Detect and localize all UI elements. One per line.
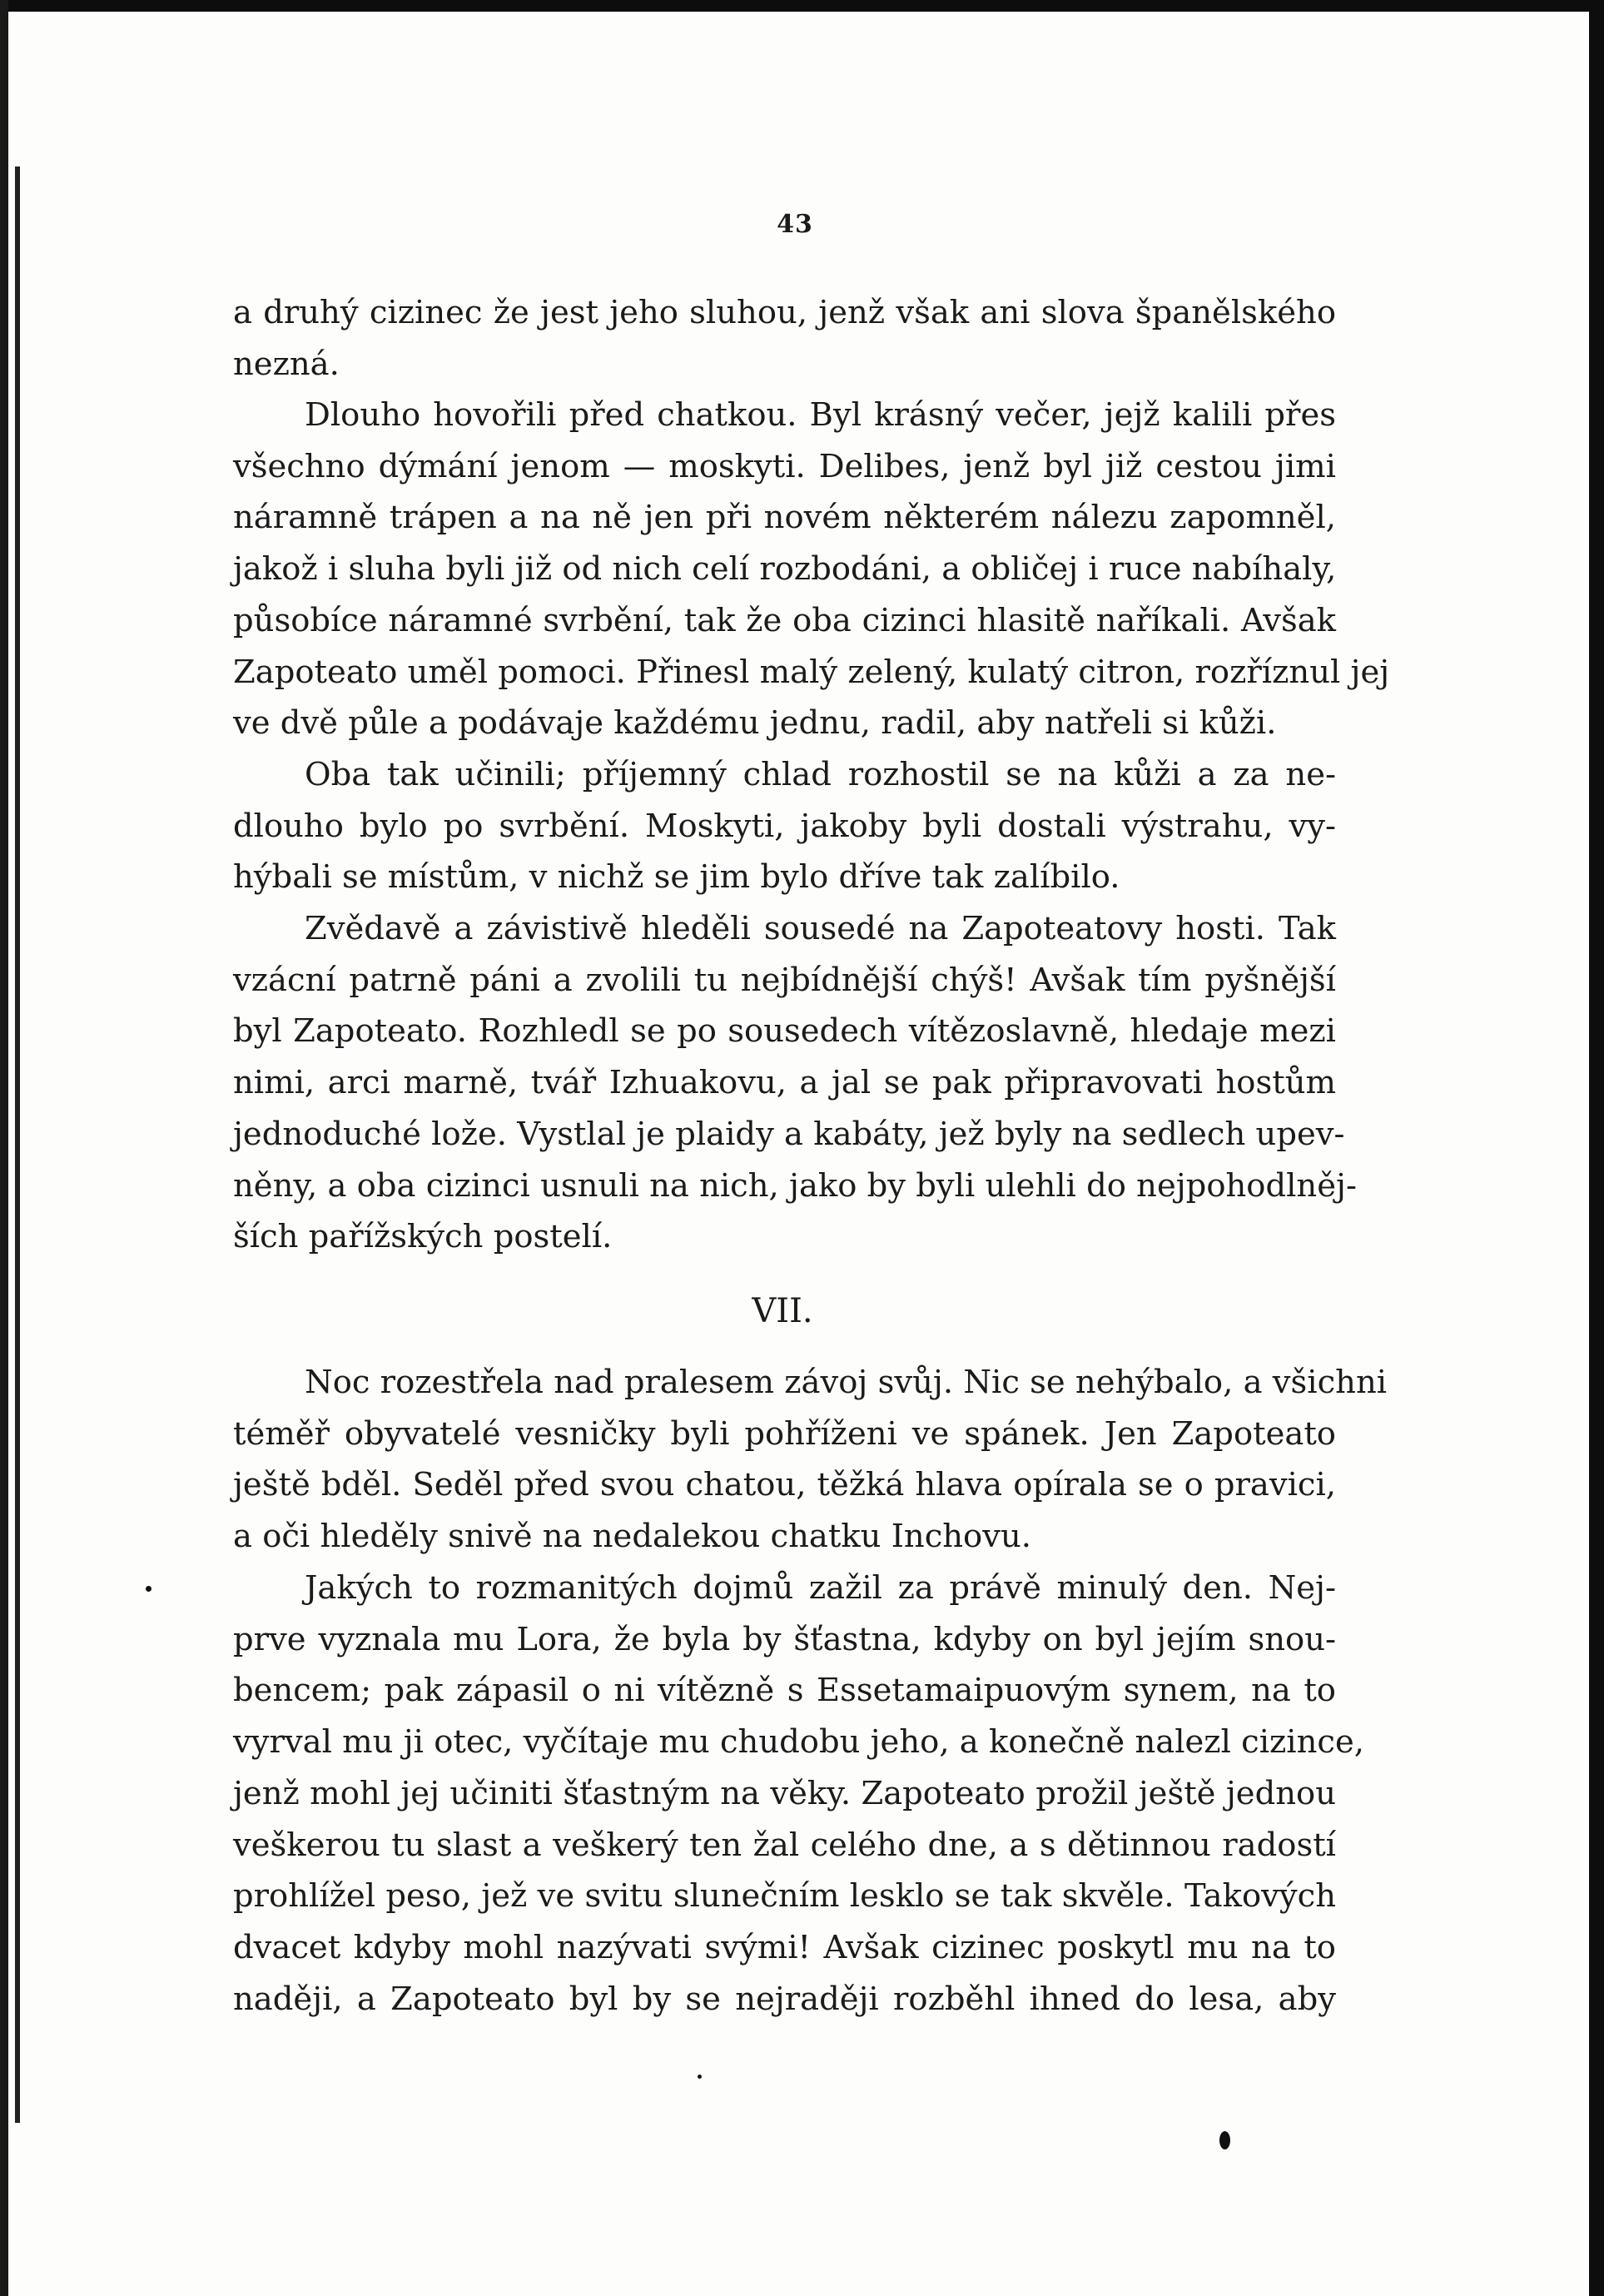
paragraph-6 [233, 1563, 1364, 2025]
text-line: Jakých to rozmanitých dojmů zažil za právě minulý den. Nej- [305, 1569, 1336, 1607]
text-line: nimi, arci marně, tvář Izhuakovu, a jal se pak připravovati hostům [233, 1064, 1336, 1102]
text-line: a oči hleděly snivě na nedalekou chatku Inchovu. [233, 1518, 1032, 1556]
text-line: ve dvě půle a podávaje každému jednu, radil, aby natřeli si kůži. [233, 704, 1277, 743]
text-line: Zapoteato uměl pomoci. Přinesl malý zelený, kulatý citron, rozříznul jej [233, 653, 1390, 691]
text-line: náramně trápen a na ně jen při novém některém nálezu zapomněl, [233, 499, 1336, 537]
text-line: naději, a Zapoteato byl by se nejraději rozběhl ihned do lesa, aby [233, 1980, 1336, 2018]
paragraph-4 [233, 903, 1357, 1263]
text-line: vyrval mu ji otec, vyčítaje mu chudobu jeho, a konečně nalezl cizince, [233, 1723, 1364, 1762]
text-line: dvacet kdyby mohl nazývati svými! Avšak cizinec poskytl mu na to [233, 1928, 1336, 1966]
text-line: veškerou tu slast a veškerý ten žal celého dne, a s dětinnou radostí [233, 1826, 1336, 1864]
text-line: Oba tak učinili; příjemný chlad rozhostil se na kůži a za ne- [305, 756, 1336, 793]
text-line: všechno dýmání jenom — moskyti. Delibes, jenž byl již cestou jimi [233, 447, 1336, 485]
text-line: působíce náramné svrbění, tak že oba cizinci hlasitě naříkali. Avšak [233, 601, 1336, 639]
text-line: byl Zapoteato. Rozhledl se po sousedech vítězoslavně, hledaje mezi [233, 1012, 1336, 1051]
scan-speck [1219, 2131, 1230, 2149]
chapter-heading: VII. [752, 1292, 813, 1330]
text-line: ších pařížských postelí. [233, 1218, 613, 1256]
scan-speck [146, 1586, 151, 1592]
text-line: Zvědavě a závistivě hleděli sousedé na Zapoteatovy hosti. Tak [305, 910, 1336, 947]
text-line: téměř obyvatelé vesničky byli pohříženi ve spánek. Jen Zapoteato [233, 1414, 1336, 1453]
text-line: hýbali se místům, v nichž se jim bylo dříve tak zalíbilo. [233, 858, 1120, 897]
text-line: jenž mohl jej učiniti šťastným na věky. Zapoteato prožil ještě jednou [233, 1774, 1336, 1812]
text-line: ještě bděl. Seděl před svou chatou, těžká hlava opírala se o pravici, [233, 1466, 1336, 1504]
scan-binding-shadow [15, 166, 20, 2123]
paragraph-1 [233, 287, 1336, 390]
text-line: bencem; pak zápasil o ni vítězně s Essetamaipuovým synem, na to [233, 1672, 1336, 1710]
scan-speck [698, 2075, 702, 2079]
page-number: 43 [777, 210, 813, 239]
text-line: nezná. [233, 345, 340, 383]
text-line: Noc rozestřela nad pralesem závoj svůj. Nic se nehýbalo, a všichni [305, 1364, 1388, 1401]
scan-left-edge [0, 0, 8, 2296]
text-line: prohlížel peso, jež ve svitu slunečním lesklo se tak skvěle. Takových [233, 1877, 1336, 1916]
scan-top-edge [0, 0, 1604, 12]
text-line: něny, a oba cizinci usnuli na nich, jako by byli ulehli do nejpohodlněj- [233, 1166, 1357, 1205]
text-line: jednoduché lože. Vystlal je plaidy a kabáty, jež byly na sedlech upev- [233, 1115, 1345, 1153]
paragraph-2 [233, 390, 1390, 749]
scan-right-edge [1589, 0, 1604, 2296]
text-line: jakož i sluha byli již od nich celí rozbodáni, a obličej i ruce nabíhaly, [233, 550, 1337, 589]
paragraph-3 [233, 749, 1336, 903]
text-line: prve vyznala mu Lora, že byla by šťastna, kdyby on byl jejím snou- [233, 1620, 1336, 1658]
text-line: dlouho bylo po svrbění. Moskyti, jakoby byli dostali výstrahu, vy- [233, 807, 1336, 845]
text-line: Dlouho hovořili před chatkou. Byl krásný večer, jejž kalili přes [305, 396, 1336, 434]
paragraph-5 [233, 1357, 1388, 1563]
text-line: a druhý cizinec že jest jeho sluhou, jenž však ani slova španělského [233, 294, 1336, 331]
text-line: vzácní patrně páni a zvolili tu nejbídnější chýš! Avšak tím pyšnější [233, 961, 1336, 999]
